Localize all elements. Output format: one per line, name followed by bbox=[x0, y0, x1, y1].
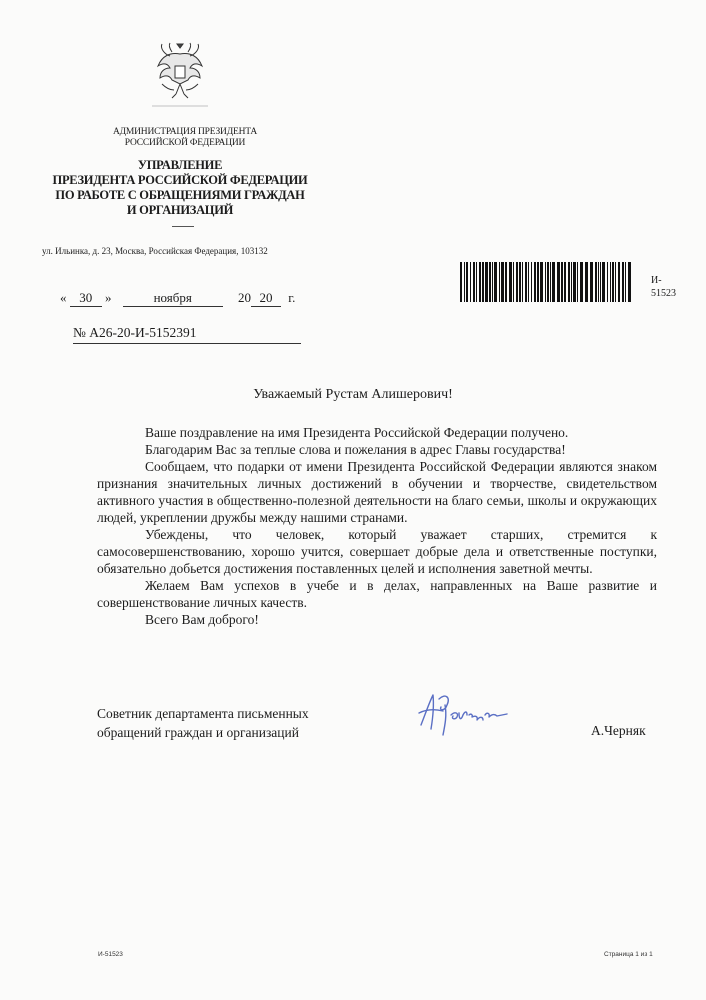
letter-greeting: Уважаемый Рустам Алишерович! bbox=[253, 387, 453, 402]
letter-paragraph: Ваше поздравление на имя Президента Российской Федерации получено. bbox=[145, 425, 569, 440]
date-day: 30 bbox=[70, 290, 102, 307]
registration-number: № А26-20-И-5152391 bbox=[73, 325, 301, 344]
footer-page-number: Страница 1 из 1 bbox=[604, 951, 653, 958]
administration-name-line-1: АДМИНИСТРАЦИЯ ПРЕЗИДЕНТА bbox=[112, 127, 258, 137]
office-address: ул. Ильинка, д. 23, Москва, Российская Федерация, 103132 bbox=[42, 246, 268, 256]
date-close-quote: » bbox=[105, 290, 112, 305]
administration-name-line-2: РОССИЙСКОЙ ФЕДЕРАЦИИ bbox=[124, 138, 246, 148]
office-name bbox=[40, 158, 320, 218]
date-year-suffix: 20 bbox=[251, 290, 281, 307]
letter-body bbox=[97, 424, 657, 628]
letter-paragraph: Желаем Вам успехов в учебе и в делах, направленных на Ваше развитие и совершенствование личных качеств. bbox=[97, 578, 657, 610]
office-divider bbox=[172, 226, 194, 227]
administration-name bbox=[80, 127, 290, 149]
letter-paragraph: Сообщаем, что подарки от имени Президента Российской Федерации являются знаком признания значительных личных достижений в обучении и творчестве, свидетельством активного участия в общественно-полезной деятельности на благо семьи, школы и окружающих людей, укреплении дружбы между нашими странами. bbox=[97, 459, 657, 525]
handwritten-signature-icon bbox=[415, 685, 525, 740]
letter-paragraph: Всего Вам доброго! bbox=[145, 612, 259, 627]
signer-title-line-1: Советник департамента письменных bbox=[97, 706, 309, 721]
barcode-reference-line-1: И- bbox=[651, 275, 662, 286]
letter-paragraph: Убеждены, что человек, который уважает старших, стремится к самосовершенствованию, хорошо учится, совершает добрые дела и ответственные поступки, обязательно добьется достижения поставленных целей и исполнения заветной мечты. bbox=[97, 527, 657, 576]
date-open-quote: « bbox=[60, 290, 67, 305]
barcode-reference bbox=[651, 274, 691, 300]
date-month: ноября bbox=[123, 290, 223, 307]
office-name-line-2: ПРЕЗИДЕНТА РОССИЙСКОЙ ФЕДЕРАЦИИ bbox=[52, 173, 308, 187]
footer-reference: И-51523 bbox=[98, 951, 123, 958]
barcode-icon bbox=[460, 262, 632, 302]
office-name-line-1: УПРАВЛЕНИЕ bbox=[137, 158, 223, 172]
signer-title bbox=[97, 704, 357, 742]
letter-date bbox=[60, 290, 295, 307]
office-name-line-3: ПО РАБОТЕ С ОБРАЩЕНИЯМИ ГРАЖДАН bbox=[55, 188, 305, 202]
barcode-reference-line-2: 51523 bbox=[651, 288, 676, 299]
coat-of-arms-emblem-icon bbox=[150, 40, 210, 110]
signer-name: А.Черняк bbox=[591, 723, 646, 738]
signer-title-line-2: обращений граждан и организаций bbox=[97, 725, 299, 740]
date-year-mark: г. bbox=[288, 290, 296, 305]
date-year-prefix: 20 bbox=[238, 290, 251, 305]
office-name-line-4: И ОРГАНИЗАЦИЙ bbox=[126, 203, 234, 217]
letter-paragraph: Благодарим Вас за теплые слова и пожелания в адрес Главы государства! bbox=[145, 442, 566, 457]
